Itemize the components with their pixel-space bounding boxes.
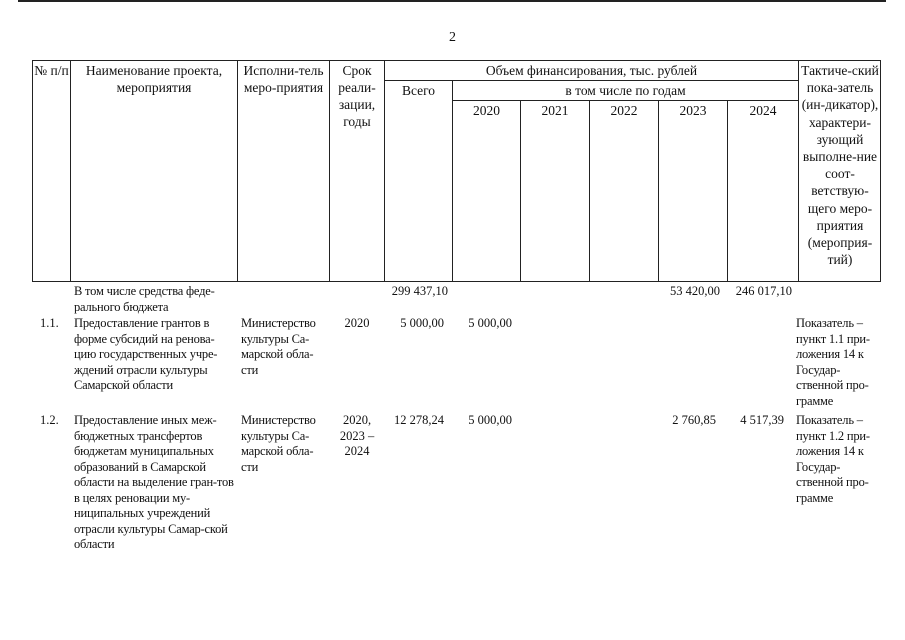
row-total: 12 278,24 [394,413,444,427]
header-year-2023: 2023 [679,103,707,118]
row-total: 5 000,00 [400,316,444,330]
header-year-2020: 2020 [473,103,500,118]
table-header [32,60,881,282]
header-financing: Объем финансирования, тыс. рублей [485,63,698,78]
row-num: 1.2. [40,413,59,427]
row-2020: 5 000,00 [468,413,512,427]
header-executor: Исполни-тель меро-приятия [243,63,324,95]
row-indicator: Показатель – пункт 1.2 при-ложения 14 к Государ-ственной про-грамме [796,413,870,505]
header-name: Наименование проекта, мероприятия [85,63,223,95]
row-executor: Министерство культуры Са-марской обла-сти [241,316,316,377]
row-name: Предоставление иных меж-бюджетных трансфертов бюджетам муниципальных образований в Самарской области на выделение гран-тов в целях реновации му-ниципальных учреждений отрасли культуры Самар-ской области [74,413,234,551]
row-2024: 4 517,39 [740,413,784,427]
row-indicator: Показатель – пункт 1.1 при-ложения 14 к Государ-ственной про-грамме [796,316,870,408]
top-border-line [18,0,886,2]
header-term: Срок реали-зации, годы [338,63,376,129]
row-term: 2020, 2023 – 2024 [339,413,375,458]
header-year-2022: 2022 [610,103,638,118]
header-year-2021: 2021 [541,103,569,118]
row-total: 299 437,10 [391,284,448,298]
row-name: В том числе средства феде-рального бюджета [74,284,215,314]
row-name: Предоставление грантов в форме субсидий на ренова-цию государственных учре-ждений отрасли культуры Самарской области [74,316,218,392]
header-by-years: в том числе по годам [565,83,686,98]
row-2023: 53 420,00 [670,284,720,298]
header-indicator: Тактиче-ский пока-затель (ин-дикатор), характери-зующий выполне-ние соот-ветствую-щего меро-приятия (мероприя-тий) [801,63,879,268]
row-term: 2020 [344,316,370,330]
row-executor: Министерство культуры Са-марской обла-сти [241,413,316,474]
row-2023: 2 760,85 [672,413,716,427]
row-2020: 5 000,00 [468,316,512,330]
row-num: 1.1. [40,316,59,330]
row-2024: 246 017,10 [735,284,792,298]
header-year-2024: 2024 [749,103,777,118]
header-total: Всего [401,83,436,98]
page-number: 2 [449,30,456,45]
header-num: № п/п [34,63,69,78]
